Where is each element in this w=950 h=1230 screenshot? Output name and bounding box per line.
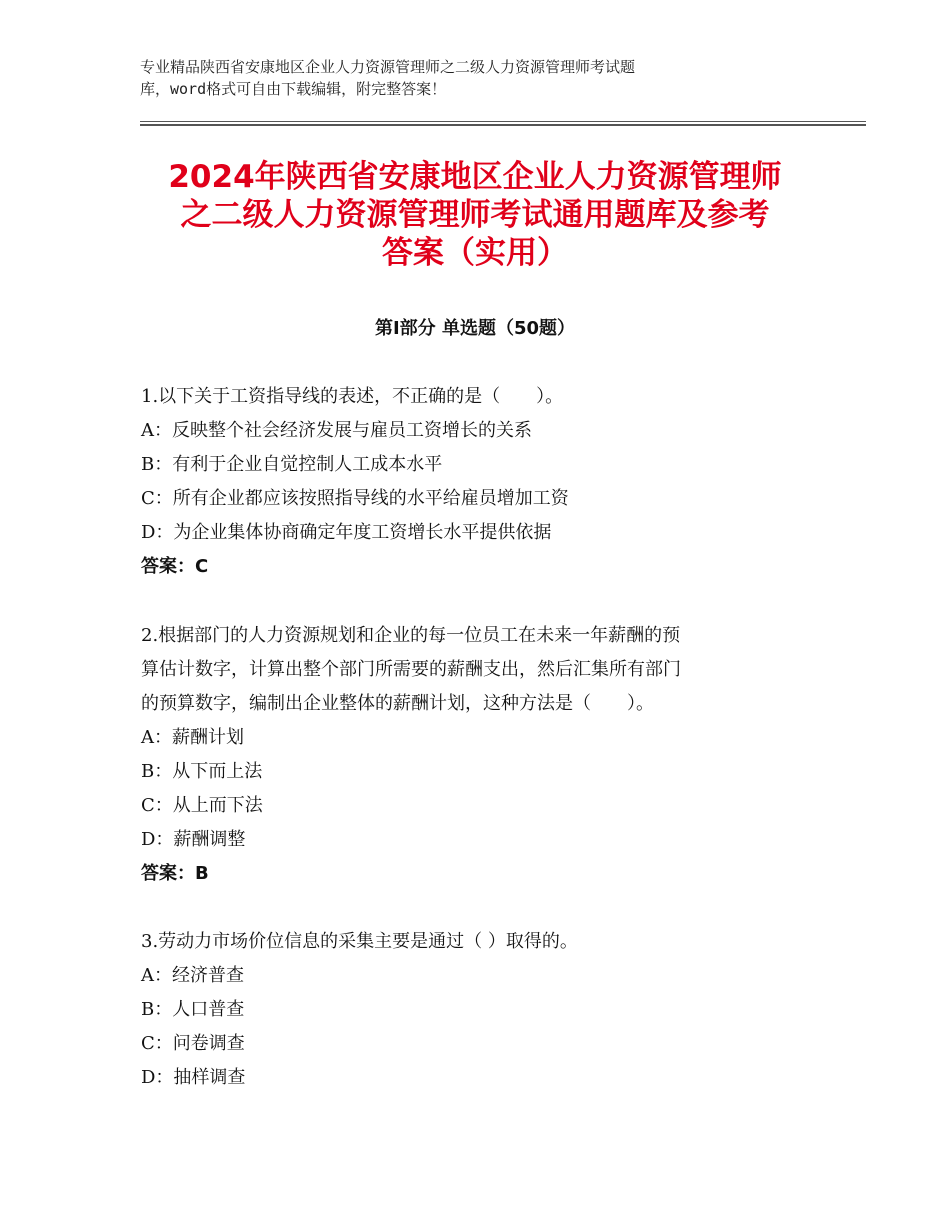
option-a: A：反映整个社会经济发展与雇员工资增长的关系 bbox=[141, 420, 532, 441]
option-c: C：所有企业都应该按照指导线的水平给雇员增加工资 bbox=[141, 488, 569, 509]
document-title-line-1: 2024年陕西省安康地区企业人力资源管理师 bbox=[168, 159, 782, 195]
question-stem-line-3: 的预算数字，编制出企业整体的薪酬计划，这种方法是（ ）。 bbox=[141, 693, 654, 714]
document-title-line-3: 答案（实用） bbox=[382, 235, 568, 271]
option-a: A：经济普查 bbox=[141, 965, 244, 986]
question-2 bbox=[141, 619, 811, 891]
answer: 答案：C bbox=[141, 556, 209, 577]
option-c: C：从上而下法 bbox=[141, 795, 263, 816]
option-b: B：有利于企业自觉控制人工成本水平 bbox=[141, 454, 443, 475]
option-b: B：人口普查 bbox=[141, 999, 245, 1020]
header-note bbox=[140, 56, 800, 100]
header-note-line-2: 库，word格式可自由下载编辑，附完整答案！ bbox=[140, 80, 447, 98]
option-d: D：为企业集体协商确定年度工资增长水平提供依据 bbox=[141, 522, 552, 543]
question-3 bbox=[141, 925, 811, 1095]
header-note-line-1: 专业精品陕西省安康地区企业人力资源管理师之二级人力资源管理师考试题 bbox=[140, 58, 636, 76]
question-stem: 3.劳动力市场价位信息的采集主要是通过（ ）取得的。 bbox=[141, 931, 578, 952]
option-a: A：薪酬计划 bbox=[141, 727, 244, 748]
question-stem-line-1: 2.根据部门的人力资源规划和企业的每一位员工在未来一年薪酬的预 bbox=[141, 625, 681, 646]
question-stem-line-2: 算估计数字，计算出整个部门所需要的薪酬支出，然后汇集所有部门 bbox=[141, 659, 681, 680]
question-stem: 1.以下关于工资指导线的表述，不正确的是（ ）。 bbox=[141, 386, 564, 407]
option-c: C：问卷调查 bbox=[141, 1033, 245, 1054]
question-1 bbox=[141, 380, 811, 584]
document-title bbox=[120, 158, 830, 272]
section-title: 第Ⅰ部分 单选题（50题） bbox=[374, 318, 575, 339]
option-d: D：抽样调查 bbox=[141, 1067, 246, 1088]
document-title-line-2: 之二级人力资源管理师考试通用题库及参考 bbox=[180, 197, 770, 233]
header-divider bbox=[140, 121, 866, 126]
option-b: B：从下而上法 bbox=[141, 761, 263, 782]
option-d: D：薪酬调整 bbox=[141, 829, 246, 850]
answer: 答案：B bbox=[141, 863, 209, 884]
